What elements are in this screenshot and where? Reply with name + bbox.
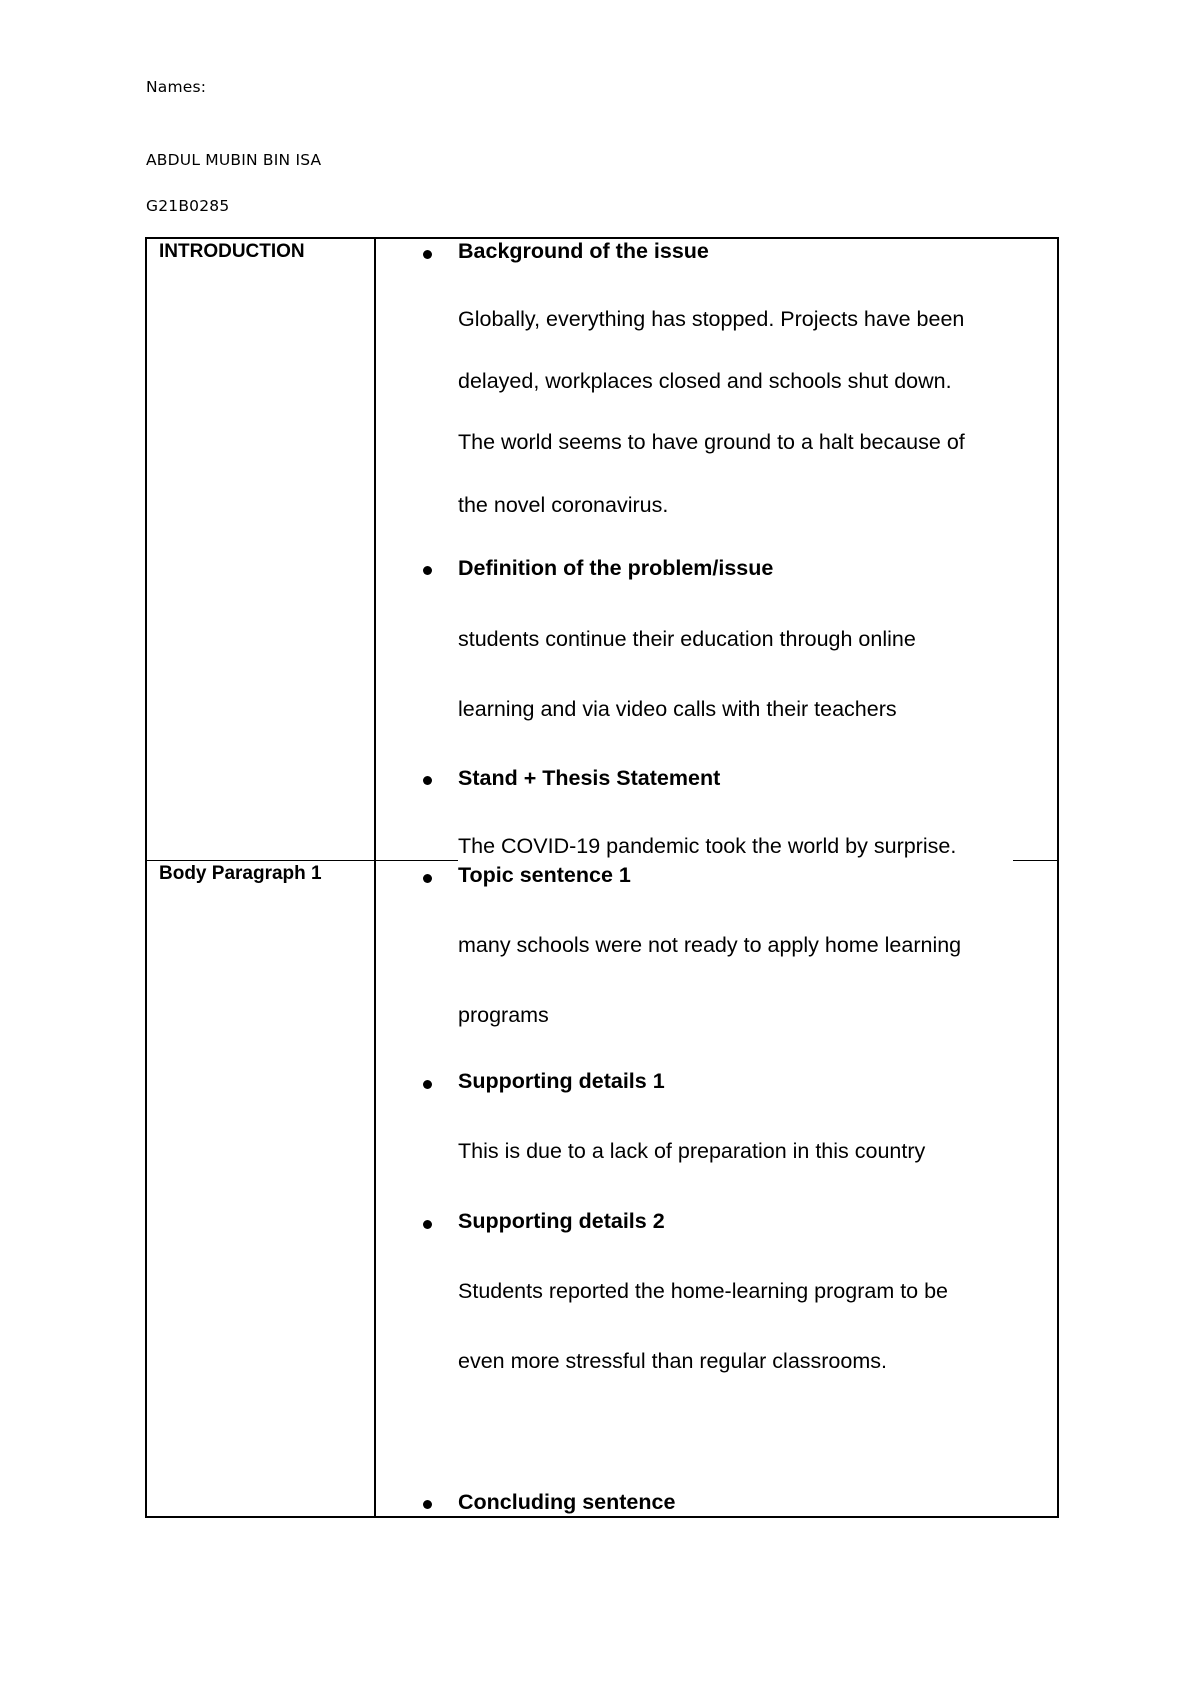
item-line: many schools were not ready to apply home learning bbox=[458, 933, 962, 957]
bullet-icon bbox=[423, 566, 432, 575]
item-title-supporting-1: Supporting details 1 bbox=[458, 1069, 665, 1093]
item-line: Globally, everything has stopped. Projects have been bbox=[458, 307, 965, 331]
item-title-definition: Definition of the problem/issue bbox=[458, 556, 774, 580]
item-line: This is due to a lack of preparation in this country bbox=[458, 1139, 926, 1163]
bullet-icon bbox=[423, 1500, 432, 1509]
row-label-introduction: INTRODUCTION bbox=[159, 241, 305, 262]
item-title-background: Background of the issue bbox=[458, 239, 709, 263]
column-divider bbox=[374, 239, 376, 1516]
thesis-statement: The COVID-19 pandemic took the world by surprise. bbox=[458, 834, 957, 858]
item-title-thesis: Stand + Thesis Statement bbox=[458, 766, 721, 790]
student-id: G21B0285 bbox=[146, 197, 230, 215]
bullet-icon bbox=[423, 1080, 432, 1089]
bullet-icon bbox=[423, 1220, 432, 1229]
row-divider-segment bbox=[1013, 860, 1059, 861]
item-line: programs bbox=[458, 1003, 549, 1027]
item-line: delayed, workplaces closed and schools shut down. bbox=[458, 369, 952, 393]
student-name: ABDUL MUBIN BIN ISA bbox=[146, 151, 322, 169]
item-line: even more stressful than regular classrooms. bbox=[458, 1349, 887, 1373]
row-divider-segment bbox=[376, 860, 458, 861]
names-label: Names: bbox=[146, 78, 207, 96]
bullet-icon bbox=[423, 250, 432, 259]
item-title-concluding: Concluding sentence bbox=[458, 1490, 676, 1514]
item-title-topic-sentence: Topic sentence 1 bbox=[458, 863, 631, 887]
item-title-supporting-2: Supporting details 2 bbox=[458, 1209, 665, 1233]
row-label-body-paragraph-1: Body Paragraph 1 bbox=[159, 863, 322, 884]
item-line: students continue their education through online bbox=[458, 627, 916, 651]
item-line: The world seems to have ground to a halt because of bbox=[458, 430, 965, 454]
essay-outline-table bbox=[145, 237, 1059, 1518]
bullet-icon bbox=[423, 874, 432, 883]
item-line: learning and via video calls with their teachers bbox=[458, 697, 897, 721]
bullet-icon bbox=[423, 776, 432, 785]
item-line: Students reported the home-learning program to be bbox=[458, 1279, 949, 1303]
row-divider bbox=[147, 860, 374, 861]
item-line: the novel coronavirus. bbox=[458, 493, 669, 517]
